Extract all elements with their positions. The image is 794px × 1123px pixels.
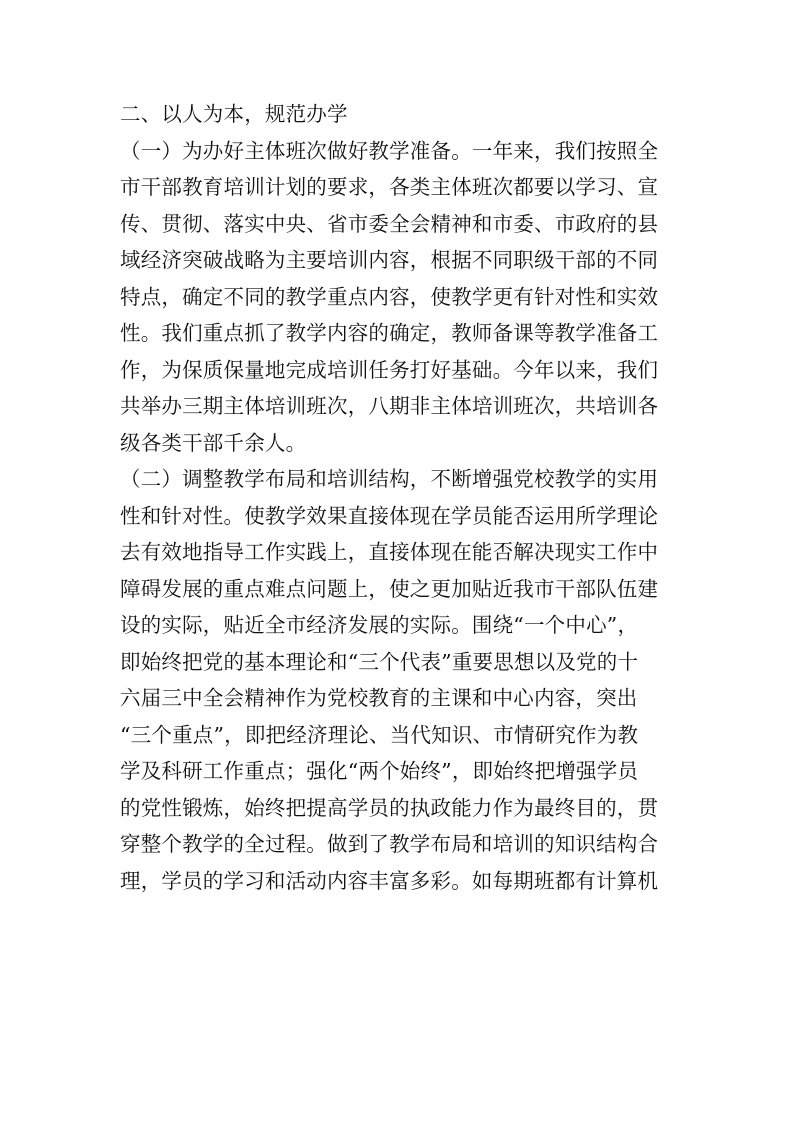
paragraph-line: 穿整个教学的全过程。做到了教学布局和培训的知识结构合	[120, 832, 659, 856]
paragraph-line: 性和针对性。使教学效果直接体现在学员能否运用所学理论	[120, 503, 659, 528]
paragraph-line: 学及科研工作重点；强化“两个始终”，即始终把增强学员	[120, 759, 639, 783]
paragraph-line: 的党性锻炼，始终把提高学员的执政能力作为最终目的，贯	[120, 795, 659, 820]
paragraph-line: 特点，确定不同的教学重点内容，使教学更有针对性和实效	[120, 284, 659, 309]
paragraph-line: 性。我们重点抓了教学内容的确定，教师备课等教学准备工	[120, 321, 659, 345]
paragraph-line: （二）调整教学布局和培训结构，不断增强党校教学的实用	[120, 467, 659, 491]
paragraph-line: 域经济突破战略为主要培训内容，根据不同职级干部的不同	[120, 248, 659, 272]
paragraph-line: 传、贯彻、落实中央、省市委全会精神和市委、市政府的县	[120, 211, 659, 236]
paragraph-line: 级各类干部千余人。	[120, 430, 307, 455]
paragraph-line: 设的实际，贴近全市经济发展的实际。围绕“一个中心”，	[120, 613, 639, 637]
paragraph-line: 即始终把党的基本理论和“三个代表”重要思想以及党的十	[120, 649, 639, 674]
paragraph-line: 市干部教育培训计划的要求，各类主体班次都要以学习、宣	[120, 175, 659, 199]
section-heading: 二、以人为本，规范办学	[120, 102, 348, 126]
paragraph-line: “三个重点”，即把经济理论、当代知识、市情研究作为教	[120, 722, 639, 747]
paragraph-line: 障碍发展的重点难点问题上，使之更加贴近我市干部队伍建	[120, 576, 659, 601]
paragraph-line: 作，为保质保量地完成培训任务打好基础。今年以来，我们	[120, 357, 659, 382]
paragraph-line: 共举办三期主体培训班次，八期非主体培训班次，共培训各	[120, 394, 659, 418]
paragraph-line: 六届三中全会精神作为党校教育的主课和中心内容，突出	[120, 686, 638, 710]
document-body	[120, 96, 680, 899]
paragraph-line: 去有效地指导工作实践上，直接体现在能否解决现实工作中	[120, 540, 659, 564]
paragraph-line: （一）为办好主体班次做好教学准备。一年来，我们按照全	[120, 138, 659, 163]
paragraph-line: 理，学员的学习和活动内容丰富多彩。如每期班都有计算机	[120, 868, 659, 893]
